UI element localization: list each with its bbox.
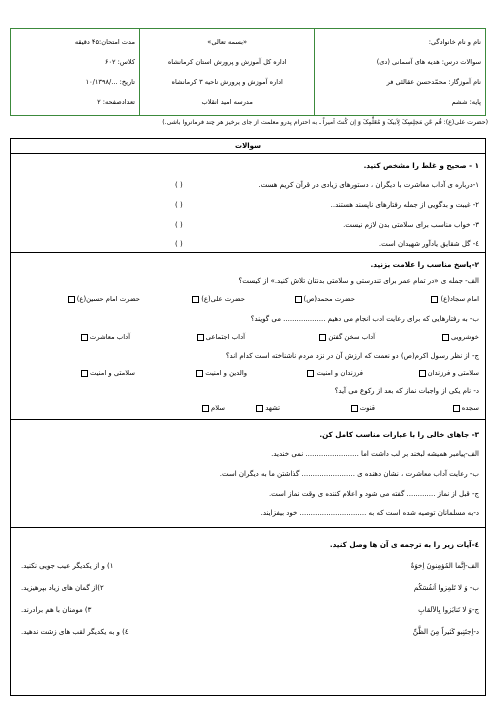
school-name: مدرسه امید انقلاب [201, 98, 253, 106]
question-3-section [11, 420, 485, 528]
q1-item-2: ۲- غیبت و بدگویی از جمله رفتارهای ناپسند هستند.. [330, 201, 479, 209]
q2-d-option-2[interactable] [351, 404, 375, 412]
q1-item-3: ۳- خواب مناسب برای سلامتی بدن لازم نیست. [343, 221, 479, 229]
q2-d-question: د- نام یکی از واجبات نماز که بعد از رکوع می آید؟ [334, 387, 479, 395]
district-office: اداره آموزش و پرورش ناحیه ۳ کرمانشاه [171, 78, 283, 86]
q4-translation-3[interactable]: ٣) مومنان با هم برادرند. [21, 606, 92, 614]
basmala: «بسمه تعالی» [207, 38, 248, 46]
q2-b-option-2[interactable] [319, 333, 375, 341]
q2-a-option-3[interactable] [192, 295, 245, 303]
option-label: آداب معاشرت [89, 333, 130, 341]
q3-item-4: د-به مسلمانان توصیه شده است که به .............................. خود بیفزایند. [260, 509, 479, 517]
question-2-title: ۲-پاسخ مناسب را علامت بزنید. [370, 260, 479, 269]
option-label: حضرت امام حسین(ع) [76, 295, 140, 303]
exam-header [10, 28, 486, 116]
checkbox[interactable] [81, 334, 88, 341]
option-label: آداب اجتماعی [205, 333, 245, 341]
questions-table [10, 138, 486, 696]
q2-b-option-1[interactable] [442, 333, 479, 341]
q1-item-4: ٤- گل شقایق یادآور شهیدان است. [378, 240, 479, 248]
option-label: آداب سخن گفتن [328, 333, 375, 341]
q4-translation-2[interactable]: ٢)از گمان های زیاد بپرهیزید. [21, 584, 104, 592]
option-label: والدین و امنیت [205, 369, 247, 377]
student-name-label: نام و نام خانوادگی: [428, 38, 481, 46]
header-school-info [139, 29, 314, 115]
q2-d-option-4[interactable] [202, 404, 225, 412]
exam-duration: مدت امتحان:۴۵ دقیقه [74, 38, 135, 46]
question-1-section [11, 153, 485, 253]
question-4-title: ٤-آیات زیر را به ترجمه ی آن ها وصل کنید. [329, 540, 479, 549]
option-label: قنوت [359, 404, 375, 412]
grade-label: پایه: ششم [451, 98, 481, 106]
q4-arabic-1[interactable]: الف-اِنَّما المُؤمِنونَ اِخوَةٌ [410, 562, 479, 570]
q3-item-3: ج- قبل از نماز ............. گفته می شود و اعلام کننده ی وقت نماز است. [268, 490, 479, 498]
q4-translation-4[interactable]: ٤) و به یکدیگر لقب های زشت ندهید. [21, 628, 129, 636]
option-label: سلامتی و امنیت [89, 369, 135, 377]
teacher-label: نام آموزگار: محمّدحسن عقالئی فر [386, 78, 481, 86]
checkbox[interactable] [196, 370, 203, 377]
q2-c-option-3[interactable] [196, 369, 247, 377]
checkbox[interactable] [81, 370, 88, 377]
q2-d-option-3[interactable] [256, 404, 280, 412]
checkbox[interactable] [419, 370, 426, 377]
q1-item-1: ۱-درباره ی آداب معاشرت با دیگران ، دستورهای زیادی در قرآن کریم هست. [258, 181, 479, 189]
q3-item-2: ب- رعایت آداب معاشرت ، نشان دهنده ی ........................ گذاشتن ما به دیگران است. [219, 470, 479, 478]
checkbox[interactable] [307, 370, 314, 377]
option-label: سجده [461, 404, 479, 412]
q2-a-option-1[interactable] [431, 295, 479, 303]
question-2-section [11, 253, 485, 420]
checkbox[interactable] [197, 334, 204, 341]
q4-arabic-3[interactable]: ج-وَ لا تَنابَزوا بِالاَلقابِ [418, 606, 479, 614]
q1-answer-4[interactable]: ( ) [175, 240, 183, 248]
option-label: تشهد [265, 404, 280, 412]
q2-a-question: الف- جمله ی «در تمام عمر برای تندرستی و سلامتی بدنتان تلاش کنید.» از کیست؟ [238, 277, 479, 285]
option-label: حضرت علی(ع) [201, 295, 245, 303]
q3-item-1: الف-پیامبر همیشه لبخند بر لب داشت اما ........................ نمی خندید. [271, 450, 479, 458]
q4-arabic-2[interactable]: ب- وَ لا تَلمِزوا اَنفُسَکُم [413, 584, 479, 592]
option-label: حضرت محمد(ص) [303, 295, 355, 303]
q4-translation-1[interactable]: ١) و از یکدیگر عیب جویی نکنید. [21, 562, 114, 570]
question-3-title: ۳- جاهای خالی را با عبارات مناسب کامل کن. [319, 430, 479, 439]
q2-c-option-1[interactable] [419, 369, 479, 377]
q2-a-option-2[interactable] [295, 295, 355, 303]
q2-d-option-1[interactable] [453, 404, 479, 412]
q1-answer-1[interactable]: ( ) [175, 181, 183, 189]
option-label: سلامتی و فرزندان [427, 369, 479, 377]
checkbox[interactable] [256, 405, 263, 412]
checkbox[interactable] [442, 334, 449, 341]
header-exam-info [11, 29, 139, 115]
q2-b-option-4[interactable] [81, 333, 130, 341]
checkbox[interactable] [319, 334, 326, 341]
checkbox[interactable] [351, 405, 358, 412]
question-4-section [11, 528, 485, 695]
q2-c-question: ج- از نظر رسول اکرم(ص) دو نعمت که ارزش آن در نزد مردم ناشناخته است کدام اند؟ [225, 352, 479, 360]
q2-c-option-2[interactable] [307, 369, 363, 377]
checkbox[interactable] [68, 296, 75, 303]
table-title: سوالات [11, 139, 485, 154]
q2-b-question: ب- به رفتارهایی که برای رعایت ادب انجام می دهیم ................... می گویند؟ [250, 315, 479, 323]
checkbox[interactable] [453, 405, 460, 412]
q2-b-option-3[interactable] [197, 333, 245, 341]
q1-answer-2[interactable]: ( ) [175, 201, 183, 209]
option-label: خوشرویی [451, 333, 479, 341]
option-label: سلام [211, 404, 225, 412]
header-student-info [314, 29, 485, 115]
q1-answer-3[interactable]: ( ) [175, 221, 183, 229]
question-1-title: ۱ - صحیح و غلط را مشخص کنید. [363, 161, 479, 170]
checkbox[interactable] [192, 296, 199, 303]
page-count: تعدادصفحه: ۲ [97, 98, 135, 106]
subject-label: سوالات درس: هدیه های آسمانی (دی) [376, 58, 481, 66]
province-office: اداره کل آموزش و پرورش استان کرمانشاه [167, 58, 287, 66]
option-label: فرزندان و امنیت [316, 369, 363, 377]
checkbox[interactable] [295, 296, 302, 303]
q4-arabic-4[interactable]: د-اِجتَنِبو کَثیراً مِنَ الظَّنِّ [412, 628, 479, 636]
class-number: کلاس: ۶۰۲ [104, 58, 135, 66]
q2-c-option-4[interactable] [81, 369, 135, 377]
q2-a-option-4[interactable] [68, 295, 140, 303]
checkbox[interactable] [431, 296, 438, 303]
option-label: امام سجاد(ع) [440, 295, 479, 303]
checkbox[interactable] [202, 405, 209, 412]
exam-date: تاریخ: .../۱۰/۱۳۹۸ [85, 78, 135, 86]
hadith-quote: (حضرت علی(ع): قُم عَن مَجلِسِکَ لِاَبیکَ وَ مُعَلِّمِکَ وَ اِن کُنتَ اَمیراً ـ به احترام پدرو معلمت از جای برخیز هر چند فرمانروا باشی.) [162, 119, 488, 126]
